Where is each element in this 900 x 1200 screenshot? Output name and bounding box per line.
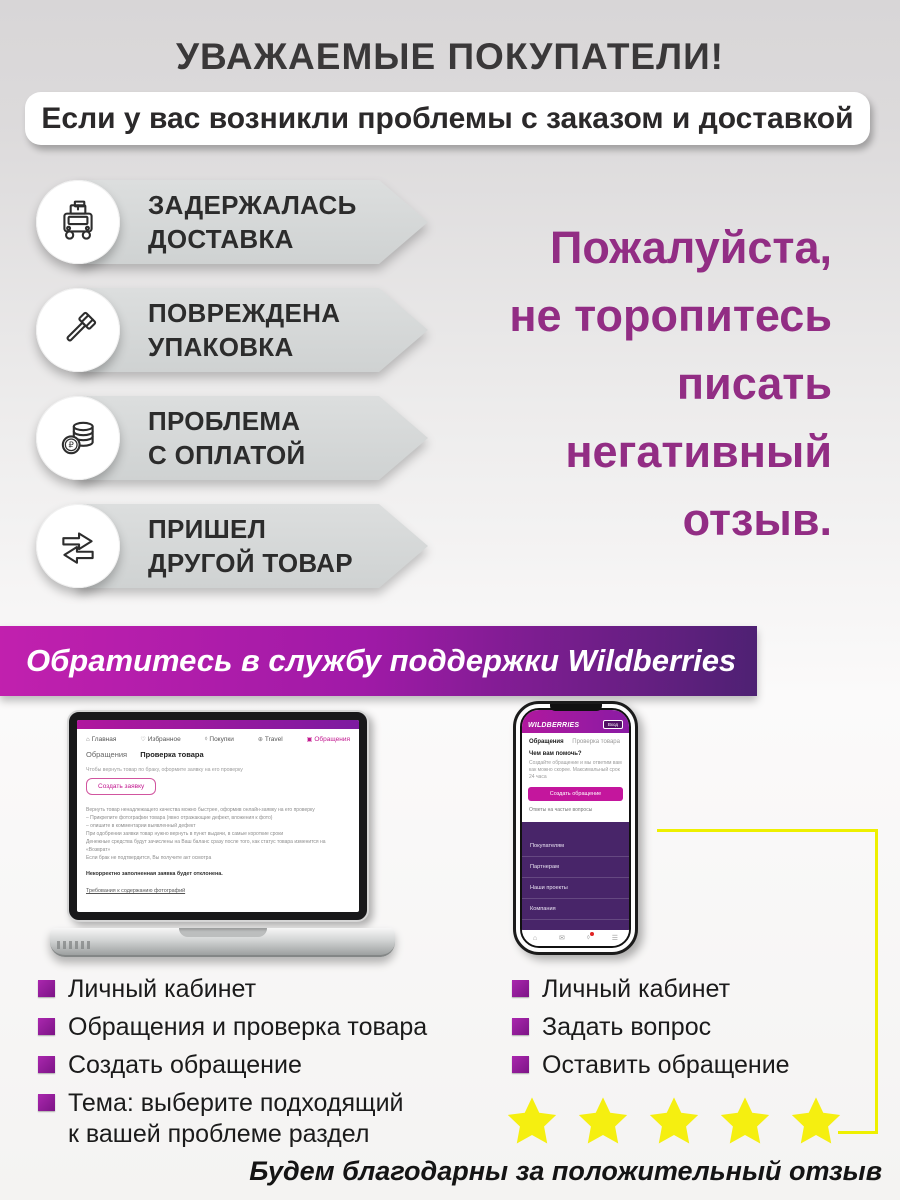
laptop-warning-text: Некорректно заполненная заявка будет отклонена. — [86, 871, 223, 877]
chat-icon: ▣ — [306, 737, 313, 743]
exchange-arrows-icon — [55, 523, 101, 569]
star-icon — [503, 1092, 561, 1150]
square-bullet-icon — [38, 1018, 55, 1035]
laptop-base — [50, 928, 395, 957]
subtitle-pill: Если у вас возникли проблемы с заказом и доставкой — [25, 92, 870, 145]
phone-question: Чем вам помочь? — [529, 751, 582, 757]
problem-banner-payment — [36, 394, 428, 482]
phone-screen — [520, 708, 631, 948]
list-item: Личный кабинет — [38, 974, 427, 1005]
app-header — [522, 710, 629, 733]
photo-requirements-link[interactable]: Требования к содержанию фотографий — [86, 888, 186, 894]
list-item: Тема: выберите подходящий к вашей проблеме раздел — [38, 1088, 427, 1150]
laptop-display — [77, 720, 359, 912]
nav-item-travel[interactable]: ⊕ Travel — [257, 736, 283, 743]
phone-notch — [550, 704, 602, 711]
laptop-page-title: Проверка товара — [140, 750, 204, 759]
problem-banner-packaging — [36, 286, 428, 374]
notification-dot — [590, 932, 594, 936]
star-icon — [574, 1092, 632, 1150]
phone-tab-check[interactable]: Проверка товара — [572, 739, 620, 745]
login-button[interactable]: Вход — [603, 720, 623, 729]
problem-banner-delivery — [36, 178, 428, 266]
laptop-body-text: Вернуть товар ненадлежащего качества можно быстрее, оформив онлайн-заявку на его проверку – Прикрепите фотографии товара (явно отражающие дефект, вложения к фото) – опишите в комментарии выявленный дефект При одобрении заявки товар нужно вернуть в пункт выдачи, в самые короткие сроки Денежные средства будут зачислены на Ваш баланс сразу после того, как статус товара изменится на «Возврат» Если брак не подтвердится, Вы получите акт осмотра — [86, 807, 326, 861]
phone-bottom-nav — [522, 930, 629, 946]
faq-link[interactable]: Ответы на частые вопросы — [529, 807, 593, 813]
laptop-mockup — [50, 706, 395, 968]
nav-item-home[interactable]: ⌂ Главная — [86, 736, 117, 743]
page-title: УВАЖАЕМЫЕ ПОКУПАТЕЛИ! — [176, 36, 724, 77]
payment-coins-icon — [55, 415, 101, 461]
banner-label: ЗАДЕРЖАЛАСЬ ДОСТАВКА — [148, 190, 357, 254]
laptop-intro-text: Чтобы вернуть товар по браку, оформите заявку на его проверку — [86, 767, 243, 773]
nav-item-favorites[interactable]: ♡ Избранное — [140, 736, 181, 743]
home-icon: ⌂ — [86, 736, 90, 743]
laptop-vents — [57, 941, 93, 949]
svg-text:₽: ₽ — [68, 439, 74, 450]
delivery-truck-icon — [55, 199, 101, 245]
phone-checklist — [512, 974, 790, 1088]
support-banner-text: Обратитесь в службу поддержки Wildberries — [26, 643, 737, 678]
menu-item-partners[interactable]: Партнерам — [522, 857, 629, 878]
banner-icon-circle — [36, 396, 120, 480]
star-icon — [716, 1092, 774, 1150]
square-bullet-icon — [38, 980, 55, 997]
breadcrumb[interactable]: Обращения — [86, 750, 128, 759]
star-icon — [787, 1092, 845, 1150]
connector-line-vertical — [875, 829, 878, 1134]
banner-icon-circle — [36, 504, 120, 588]
banner-icon-circle — [36, 288, 120, 372]
chat-icon[interactable]: ✉ — [559, 935, 565, 942]
bag-icon: ⬨ — [204, 736, 208, 742]
banner-label: ПОВРЕЖДЕНА УПАКОВКА — [148, 298, 341, 362]
phone-description: Создайте обращение и мы ответим вам как можно скорее. Максимальный срок 24 часа — [529, 760, 622, 780]
heart-icon: ♡ — [140, 737, 146, 743]
laptop-base-notch — [179, 928, 267, 937]
plea-text: Пожалуйста, не торопитесь писать негативный отзыв. — [509, 222, 832, 545]
phone-mockup — [513, 701, 638, 955]
connector-line-top — [657, 829, 878, 832]
square-bullet-icon — [512, 980, 529, 997]
phone-breadcrumb-row — [522, 733, 629, 745]
laptop-checklist — [38, 974, 427, 1157]
site-nav — [77, 729, 359, 747]
laptop-screen — [67, 710, 369, 922]
footer-note: Будем благодарны за положительный отзыв — [249, 1156, 882, 1186]
menu-item-projects[interactable]: Наши проекты — [522, 878, 629, 899]
list-item: Задать вопрос — [512, 1012, 790, 1043]
list-item: Обращения и проверка товара — [38, 1012, 427, 1043]
list-item: Оставить обращение — [512, 1050, 790, 1081]
list-item: Личный кабинет — [512, 974, 790, 1005]
square-bullet-icon — [38, 1094, 55, 1111]
five-star-rating — [503, 1092, 845, 1150]
wildberries-logo: WILDBERRIES — [528, 722, 580, 729]
cart-icon[interactable]: ⬨ — [587, 934, 590, 942]
square-bullet-icon — [512, 1018, 529, 1035]
star-icon — [645, 1092, 703, 1150]
banner-icon-circle — [36, 180, 120, 264]
phone-menu — [522, 822, 629, 930]
laptop-breadcrumb-row — [77, 747, 359, 762]
banner-label: ПРОБЛЕМА С ОПЛАТОЙ — [148, 406, 306, 470]
square-bullet-icon — [512, 1056, 529, 1073]
nav-item-appeals[interactable]: ▣ Обращения — [306, 736, 350, 743]
square-bullet-icon — [38, 1056, 55, 1073]
phone-tab-appeals[interactable]: Обращения — [529, 739, 564, 745]
home-icon[interactable]: ⌂ — [532, 934, 538, 942]
gavel-icon — [55, 307, 101, 353]
create-appeal-button[interactable]: Создать обращение — [528, 787, 623, 801]
globe-icon: ⊕ — [257, 737, 263, 743]
nav-item-purchases[interactable]: ⬨ Покупки — [204, 736, 234, 743]
create-request-button[interactable]: Создать заявку — [86, 778, 156, 795]
support-banner — [0, 626, 757, 696]
menu-item-buyers[interactable]: Покупателям — [522, 836, 629, 857]
list-item: Создать обращение — [38, 1050, 427, 1081]
problem-banner-wrong-item — [36, 502, 428, 590]
menu-item-company[interactable]: Компания — [522, 899, 629, 920]
menu-icon[interactable]: ☰ — [611, 935, 619, 942]
site-topbar — [77, 720, 359, 729]
banner-label: ПРИШЕЛ ДРУГОЙ ТОВАР — [148, 514, 353, 578]
